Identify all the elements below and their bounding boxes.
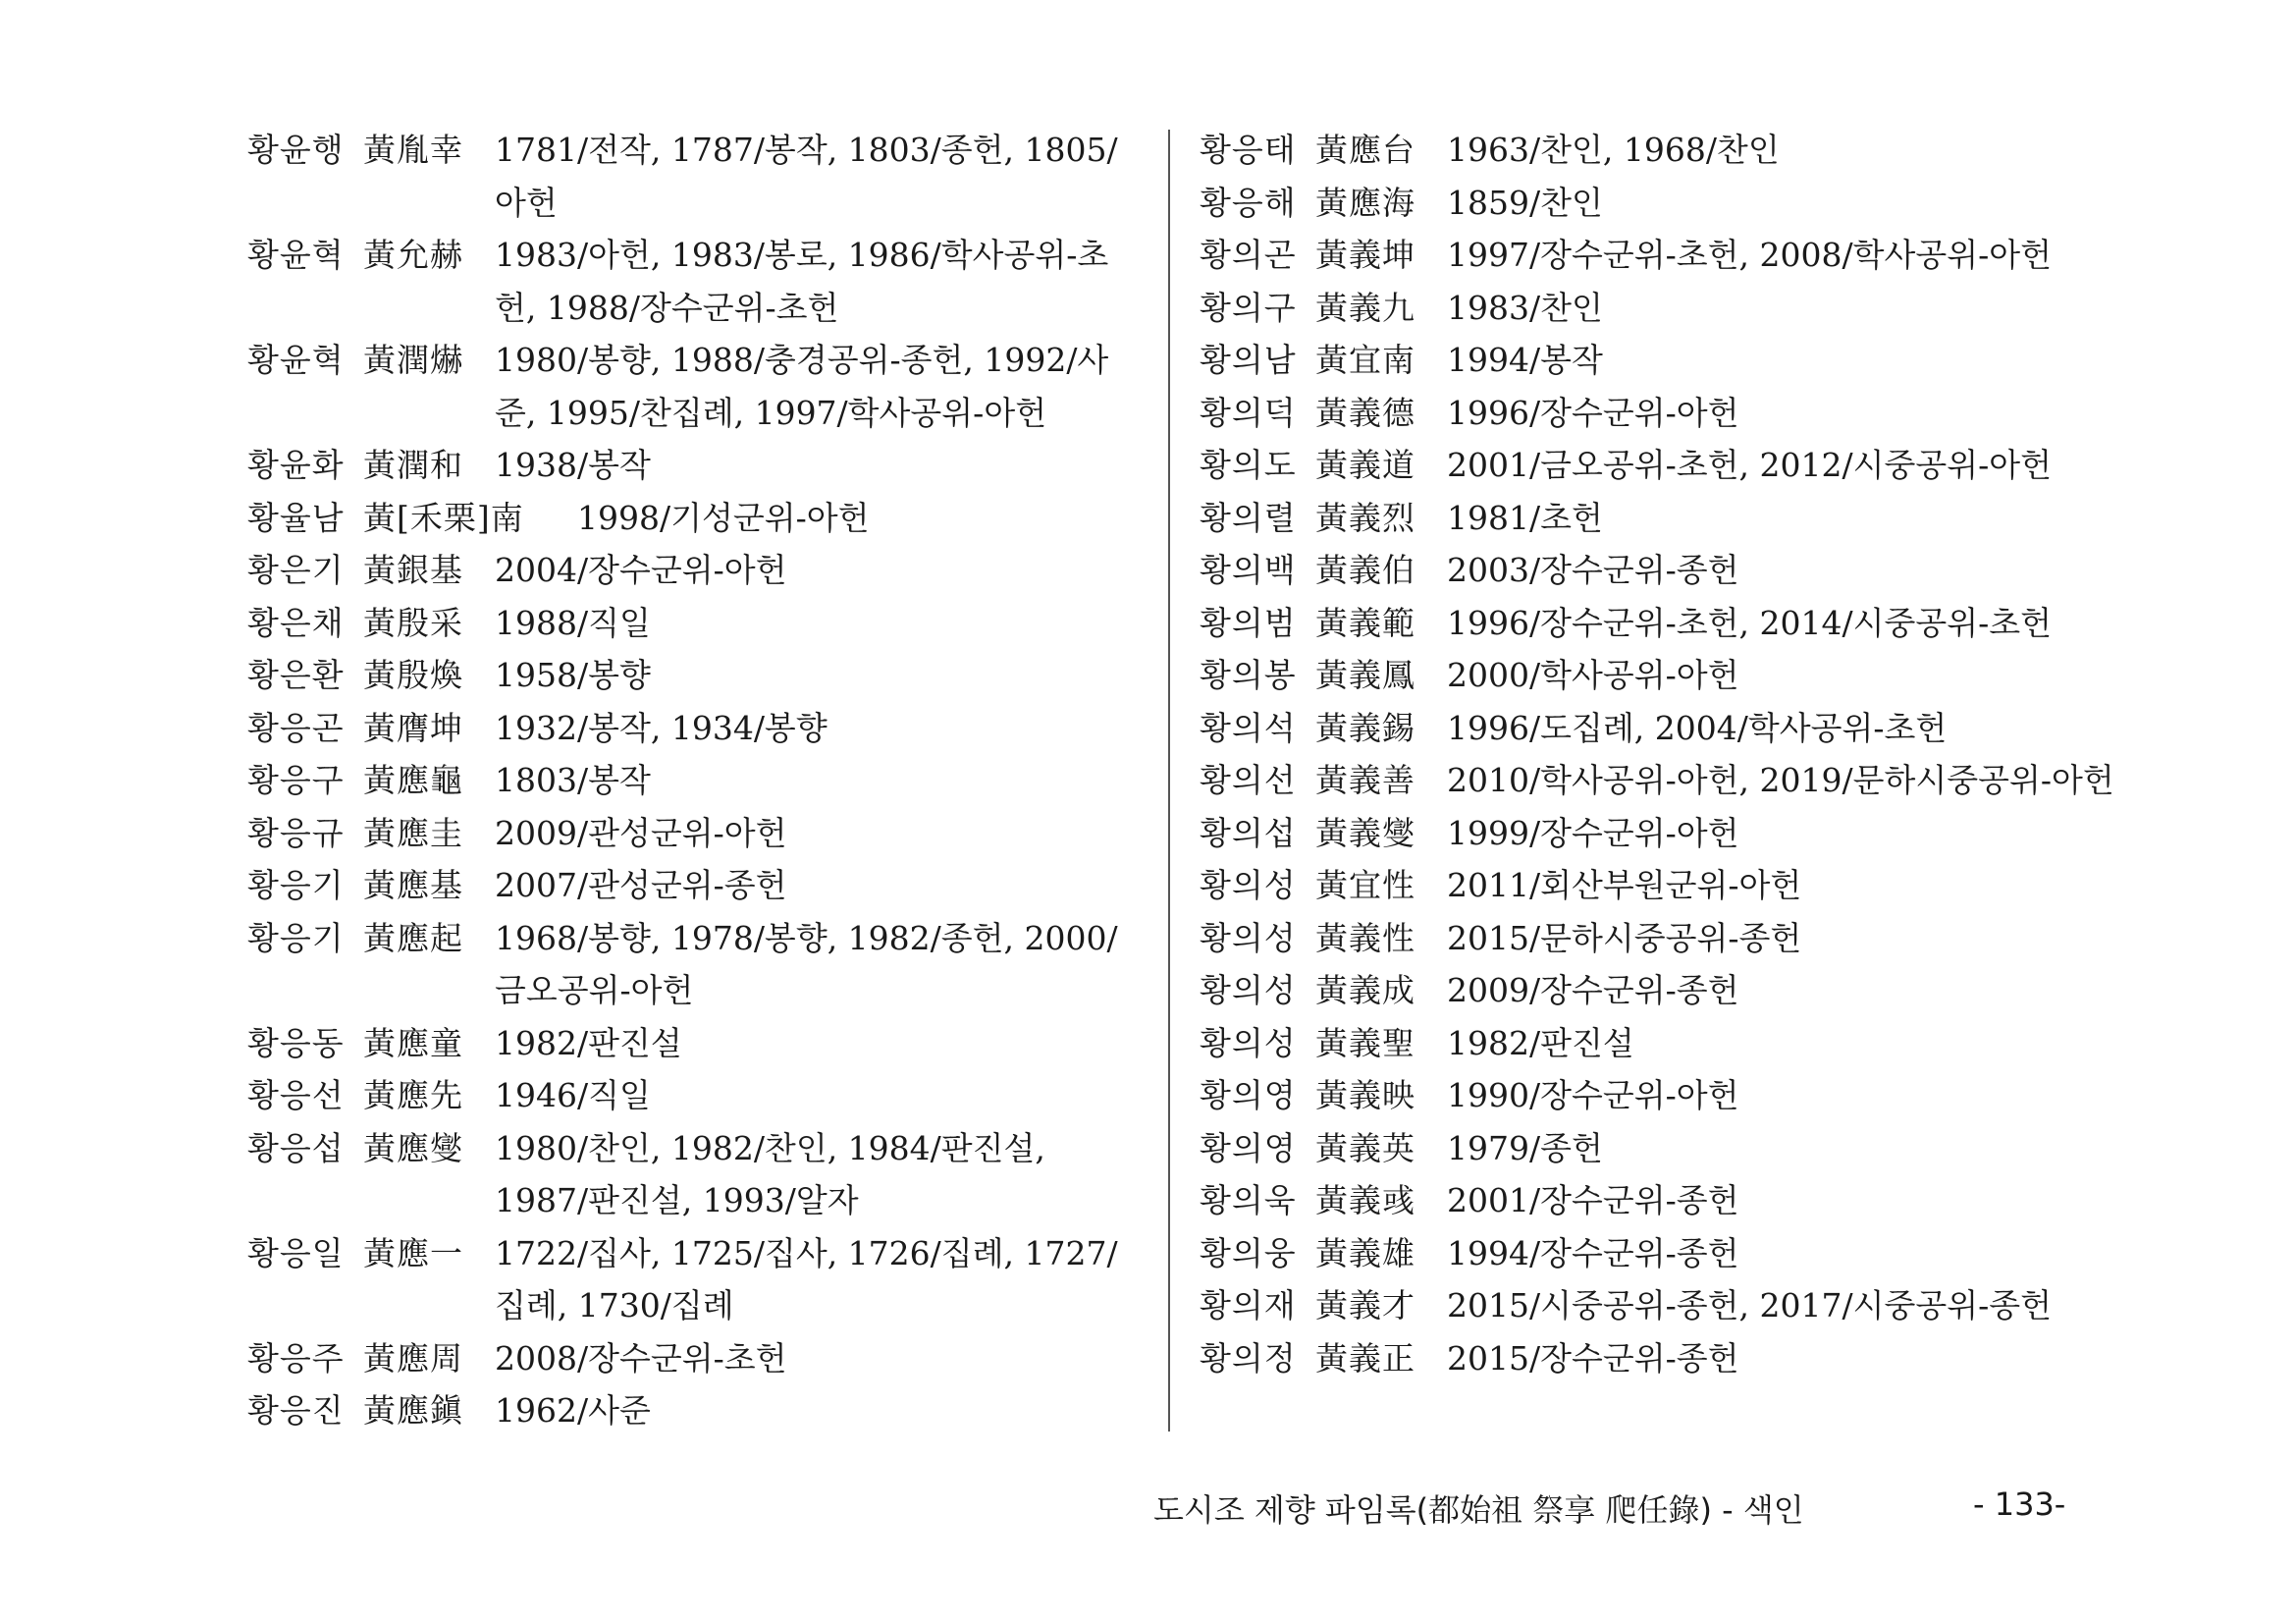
index-entry [247,754,1146,807]
entry-records: 1996/장수군위-초헌, 2014/시중공위-초헌 [1447,603,2053,642]
entry-records: 1980/찬인, 1982/찬인, 1984/판진설, 1987/판진설, 1993/알자 [495,1128,1045,1219]
index-entry [1200,597,2122,650]
entry-records: 1932/봉작, 1934/봉향 [495,708,828,747]
entry-records: 2009/장수군위-종헌 [1447,971,1739,1009]
entry-name: 황의곤 [1200,236,1297,274]
entry-name: 황윤화 [247,446,345,484]
entry-hanja: 黃義德 [1315,393,1415,432]
entry-hanja: 黃宜南 [1315,341,1415,379]
entry-name: 황의범 [1200,603,1297,642]
entry-name: 황의성 [1200,971,1297,1009]
index-entry [1200,544,2122,597]
entry-hanja: 黃應龜 [363,761,463,799]
entry-hanja: 黃應童 [363,1023,463,1062]
entry-name: 황의영 [1200,1076,1297,1114]
entry-records: 1968/봉향, 1978/봉향, 1982/종헌, 2000/금오공위-아헌 [495,918,1118,1009]
entry-records: 1994/장수군위-종헌 [1447,1233,1739,1272]
entry-name: 황응규 [247,813,345,852]
index-entry [247,124,1146,229]
entry-records: 1997/장수군위-초헌, 2008/학사공위-아헌 [1447,236,2053,274]
entry-hanja: 黃義才 [1315,1286,1415,1324]
entry-name: 황의봉 [1200,656,1297,694]
index-entry [247,544,1146,597]
entry-records: 2003/장수군위-종헌 [1447,551,1739,589]
entry-name: 황의도 [1200,446,1297,484]
index-entry [247,1227,1146,1332]
index-entry [1200,1174,2122,1227]
entry-hanja: 黃義英 [1315,1128,1415,1167]
entry-hanja: 黃義錫 [1315,708,1415,747]
entry-hanja: 黃胤幸 [363,131,463,169]
entry-name: 황율남 [247,498,345,537]
entry-records: 1982/판진설 [1447,1023,1634,1062]
entry-records: 1722/집사, 1725/집사, 1726/집례, 1727/집례, 1730/집례 [495,1233,1118,1324]
entry-hanja: 黃義燮 [1315,813,1415,852]
entry-records: 1994/봉작 [1447,341,1603,379]
entry-records: 2010/학사공위-아헌, 2019/문하시중공위-아헌 [1447,761,2114,799]
entry-hanja: 黃應燮 [363,1128,463,1167]
entry-records: 2007/관성군위-종헌 [495,866,787,904]
entry-records: 1981/초헌 [1447,498,1603,537]
entry-records: 1958/봉향 [495,656,651,694]
index-entry [247,1122,1146,1227]
entry-hanja: 黃膺坤 [363,708,463,747]
index-entry [1200,124,2122,177]
entry-hanja: 黃殷煥 [363,656,463,694]
index-entry [1200,1279,2122,1332]
entry-name: 황의영 [1200,1128,1297,1167]
entry-hanja: 黃義九 [1315,288,1415,327]
entry-name: 황의구 [1200,288,1297,327]
entry-records: 2001/장수군위-종헌 [1447,1181,1739,1219]
entry-records: 1781/전작, 1787/봉작, 1803/종헌, 1805/아헌 [495,131,1118,222]
index-entry [1200,1017,2122,1070]
entry-hanja: 黃義範 [1315,603,1415,642]
index-entry [247,1332,1146,1385]
index-entry [1200,649,2122,702]
entry-hanja: 黃義伯 [1315,551,1415,589]
index-entry [247,597,1146,650]
entry-name: 황응주 [247,1338,345,1378]
index-entry [1200,492,2122,545]
entry-hanja: 黃應鎭 [363,1391,463,1430]
page-number: - 133- [1973,1486,2066,1523]
index-entry [1200,177,2122,230]
entry-hanja: 黃應一 [363,1233,463,1272]
index-entry [1200,387,2122,440]
entry-name: 황은기 [247,551,345,589]
entry-records: 2004/장수군위-아헌 [495,551,787,589]
entry-records: 1938/봉작 [495,446,651,484]
entry-records: 1996/장수군위-아헌 [1447,393,1739,432]
entry-hanja: 黃義彧 [1315,1181,1415,1219]
index-entry [247,1069,1146,1122]
entry-name: 황응기 [247,866,345,904]
entry-name: 황의백 [1200,551,1297,589]
entry-records: 1998/기성군위-아헌 [577,498,870,537]
index-entry [1200,807,2122,860]
index-entry [1200,334,2122,387]
entry-hanja: 黃應台 [1315,131,1415,169]
entry-records: 1803/봉작 [495,761,651,799]
index-entry [1200,912,2122,965]
entry-records: 1982/판진설 [495,1023,682,1062]
entry-hanja: 黃潤爀 [363,341,463,379]
entry-records: 2000/학사공위-아헌 [1447,656,1739,694]
index-entry [1200,859,2122,912]
entry-hanja: 黃[禾栗]南 [363,498,524,537]
entry-name: 황응태 [1200,131,1297,169]
entry-records: 1962/사준 [495,1391,651,1430]
entry-hanja: 黃應起 [363,918,463,957]
entry-records: 1946/직일 [495,1076,651,1114]
entry-hanja: 黃允赫 [363,236,463,274]
entry-hanja: 黃義雄 [1315,1233,1415,1272]
entry-name: 황의남 [1200,341,1297,379]
entry-records: 1979/종헌 [1447,1128,1603,1167]
entry-records: 1999/장수군위-아헌 [1447,813,1739,852]
entry-name: 황응해 [1200,183,1297,222]
entry-records: 1996/도집례, 2004/학사공위-초헌 [1447,708,1948,747]
entry-records: 1980/봉향, 1988/충경공위-종헌, 1992/사준, 1995/찬집례, 1997/학사공위-아헌 [495,341,1109,432]
entry-name: 황의욱 [1200,1181,1297,1219]
entry-records: 2009/관성군위-아헌 [495,813,787,852]
entry-hanja: 黃應海 [1315,183,1415,222]
entry-hanja: 黃義坤 [1315,236,1415,274]
index-entry [247,492,1146,545]
index-entry [1200,964,2122,1017]
entry-records: 2015/시중공위-종헌, 2017/시중공위-종헌 [1447,1286,2053,1324]
entry-hanja: 黃應圭 [363,813,463,852]
entry-hanja: 黃潤和 [363,446,463,484]
entry-hanja: 黃應先 [363,1076,463,1114]
entry-records: 2015/문하시중공위-종헌 [1447,918,1802,957]
entry-records: 1963/찬인, 1968/찬인 [1447,131,1780,169]
entry-name: 황응기 [247,918,345,957]
entry-hanja: 黃義烈 [1315,498,1415,537]
footer-title: 도시조 제향 파임록(都始祖 祭享 爬任錄) - 색인 [1153,1491,1804,1529]
index-entry [247,334,1146,439]
entry-records: 1983/아헌, 1983/봉로, 1986/학사공위-초헌, 1988/장수군위-초헌 [495,236,1109,327]
entry-name: 황응섭 [247,1128,345,1167]
entry-hanja: 黃宜性 [1315,866,1415,904]
entry-name: 황응진 [247,1391,345,1430]
entry-name: 황의선 [1200,761,1297,799]
entry-hanja: 黃應周 [363,1338,463,1378]
index-entry [1200,1069,2122,1122]
entry-hanja: 黃殷采 [363,603,463,642]
index-column-right [1200,124,2122,1384]
entry-name: 황의재 [1200,1286,1297,1324]
entry-name: 황의웅 [1200,1233,1297,1272]
entry-name: 황의섭 [1200,813,1297,852]
index-entry [247,1017,1146,1070]
entry-hanja: 黃義道 [1315,446,1415,484]
entry-name: 황응선 [247,1076,345,1114]
entry-records: 1859/찬인 [1447,183,1603,222]
column-divider [1168,130,1170,1432]
entry-name: 황응동 [247,1023,345,1062]
entry-hanja: 黃銀基 [363,551,463,589]
entry-hanja: 黃義鳳 [1315,656,1415,694]
index-entry [1200,1227,2122,1280]
entry-name: 황윤혁 [247,236,345,274]
entry-name: 황윤행 [247,131,345,169]
entry-hanja: 黃義善 [1315,761,1415,799]
entry-hanja: 黃義成 [1315,971,1415,1009]
entry-name: 황의정 [1200,1338,1297,1378]
entry-name: 황응일 [247,1233,345,1272]
entry-hanja: 黃義映 [1315,1076,1415,1114]
index-entry [247,1384,1146,1437]
entry-name: 황응곤 [247,708,345,747]
entry-records: 2011/회산부원군위-아헌 [1447,866,1802,904]
entry-hanja: 黃義聖 [1315,1023,1415,1062]
entry-records: 2008/장수군위-초헌 [495,1338,787,1378]
index-entry [1200,282,2122,335]
index-entry [247,702,1146,755]
entry-name: 황은채 [247,603,345,642]
entry-name: 황은환 [247,656,345,694]
entry-name: 황의성 [1200,918,1297,957]
index-entry [1200,229,2122,282]
entry-hanja: 黃應基 [363,866,463,904]
index-entry [247,229,1146,334]
index-entry [1200,439,2122,492]
entry-name: 황의덕 [1200,393,1297,432]
index-entry [1200,702,2122,755]
entry-name: 황응구 [247,761,345,799]
index-entry [247,912,1146,1017]
entry-name: 황의석 [1200,708,1297,747]
index-entry [247,859,1146,912]
index-entry [247,439,1146,492]
entry-records: 2015/장수군위-종헌 [1447,1338,1739,1378]
entry-hanja: 黃義正 [1315,1338,1415,1378]
index-column-left [247,124,1146,1437]
index-entry [1200,754,2122,807]
entry-name: 황의성 [1200,1023,1297,1062]
index-entry [1200,1122,2122,1175]
entry-hanja: 黃義性 [1315,918,1415,957]
entry-name: 황의렬 [1200,498,1297,537]
entry-records: 1990/장수군위-아헌 [1447,1076,1739,1114]
entry-records: 1988/직일 [495,603,651,642]
entry-records: 2001/금오공위-초헌, 2012/시중공위-아헌 [1447,446,2053,484]
index-entry [247,807,1146,860]
entry-records: 1983/찬인 [1447,288,1603,327]
entry-name: 황윤혁 [247,341,345,379]
index-entry [1200,1332,2122,1385]
index-entry [247,649,1146,702]
entry-name: 황의성 [1200,866,1297,904]
